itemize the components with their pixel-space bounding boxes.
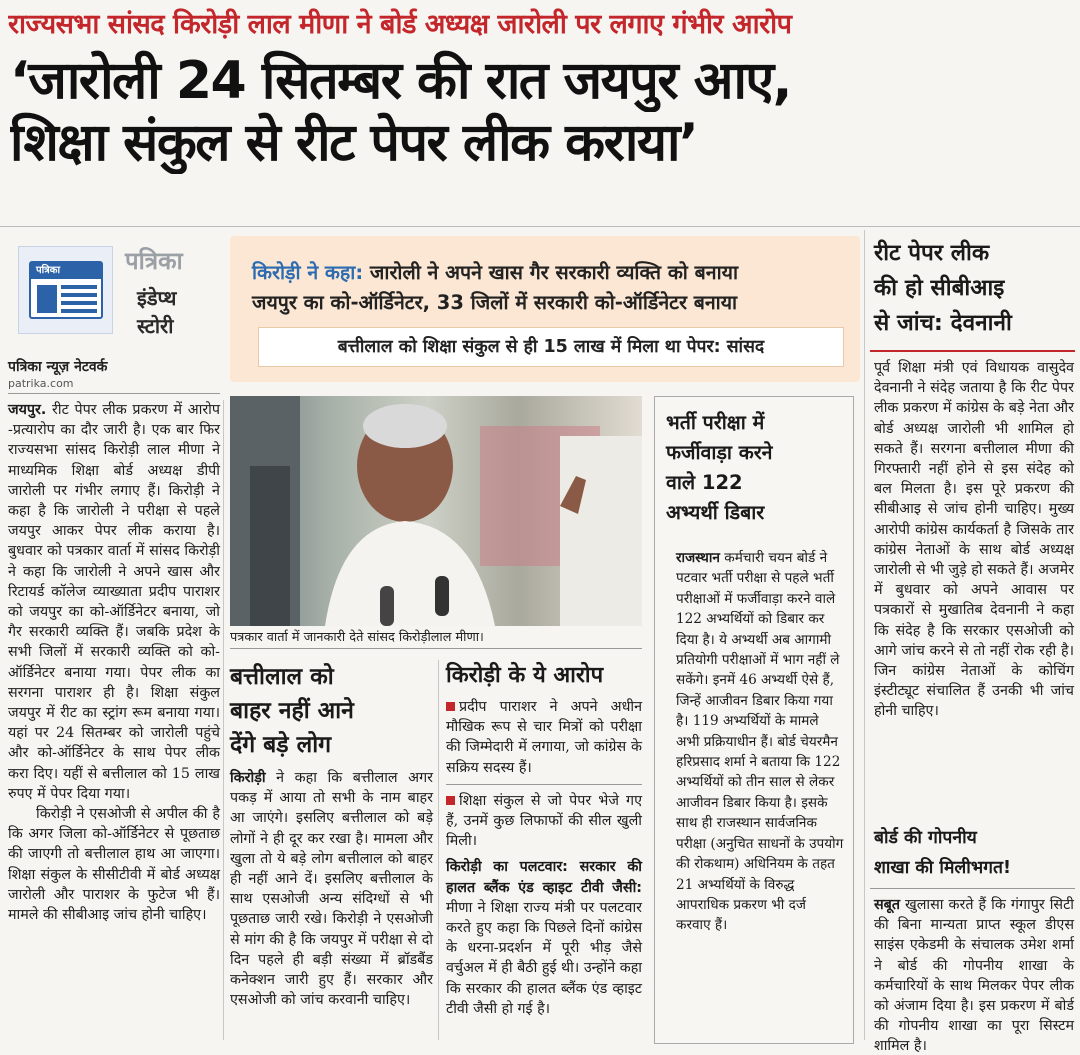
photo-caption: पत्रकार वार्ता में जानकारी देते सांसद किरोड़ीलाल मीणा।: [230, 628, 642, 649]
col5-headline-2: की हो सीबीआइ: [874, 275, 1005, 301]
column-4: [676, 548, 844, 936]
patrika-logo: [18, 246, 113, 334]
column-5b: [874, 895, 1074, 1055]
col2-headline-1: बत्तीलाल को: [230, 664, 334, 690]
summary-line-2: जयपुर का को-ऑर्डिनेटर, 33 जिलों में सरकारी को-ऑर्डिनेटर बनाया: [252, 291, 738, 314]
col5-lead-2: सबूत: [874, 897, 900, 913]
col5-headline: [874, 236, 1074, 341]
logo-text: पत्रिका: [31, 263, 101, 279]
column-3: [446, 697, 642, 1019]
brand-tag-line-2: स्टोरी: [137, 314, 174, 338]
col3-rule: [446, 784, 642, 785]
byline-site: patrika.com: [8, 377, 74, 390]
summary-line-1-text: जारोली ने अपने खास गैर सरकारी व्यक्ति को बनाया: [369, 261, 739, 284]
column-divider: [438, 660, 439, 1040]
bullet-icon: [446, 796, 455, 805]
col4-lead: राजस्थान: [676, 550, 720, 566]
column-1: [8, 400, 220, 925]
col1-para-2: किरोड़ी ने एसओजी से अपील की है कि अगर जिला को-ऑर्डिनेटर से पूछताछ की जाएगी तो बत्तीलाल हाथ आ जाएगा। शिक्षा संकुल के सीसीटीवी में बोर्ड अध्यक्ष जारोली और पाराशर के फुटेज भी हैं।मामले की सीबीआइ जांच होनी चाहिए।: [8, 806, 220, 924]
col2-headline-2: बाहर नहीं आने: [230, 698, 354, 724]
col4-headline: [666, 408, 846, 528]
col2-headline-3: देंगे बड़े लोग: [230, 732, 332, 758]
col5-sub-rule: [870, 888, 1075, 889]
col3-bullet-1: प्रदीप पाराशर ने अपने अधीन मौखिक रूप से चार मित्रों को परीक्षा की जिम्मेदारी में लगाया, जो कांग्रेस के सक्रिय सदस्य हैं।: [446, 699, 642, 776]
col3-subhead: किरोड़ी का पलटवार: सरकार की हालत ब्लैंक एंड व्हाइट टीवी जैसी:: [446, 859, 642, 896]
headline: [10, 50, 1075, 174]
byline-rule: [8, 393, 220, 394]
col3-sub-body: मीणा ने शिक्षा राज्य मंत्री पर पलटवार करते हुए कहा कि पिछले दिनों कांग्रेस के धरना-प्रदर्शन में पूरी भीड़ जैसे वर्चुअल में ही बैठी हुई थी। उन्होंने कहा कि सरकार की हालत ब्लैंक एंड व्हाइट टीवी जैसी हो गई है।: [446, 899, 642, 1017]
col5-body: पूर्व शिक्षा मंत्री एवं विधायक वासुदेव देवनानी ने संदेह जताया है कि रीट पेपर लीक प्रकरण में कांग्रेस के बड़े नेता और बोर्ड अध्यक्ष जारोली भी शामिल हो सकते हैं। सरगना बत्तीलाल मीणा की गिरफ्तारी नहीं होने से इस संदेह को बल मिलता है। इस पूरे प्रकरण की सीबीआइ से जांच होनी चाहिए। मुख्य आरोपी कांग्रेस कार्यकर्ता है जिसके तार कांग्रेस नेताओं के साथ बोर्ड अध्यक्ष जारोली से भी जुड़े हो सकते हैं। अजमेर में बुधवार को अपने आवास पर पत्रकारों से मुखातिब देवनानी ने कहा कि संदेह है कि सरकार एसओजी को आगे जांच करने से तो नहीं रोक रही है। जिन कांग्रेस नेताओं के कोचिंग इंस्टीट्यूट संचालित हैं उनकी भी जांच होनी चाहिए।: [874, 360, 1074, 720]
top-rule: [0, 226, 1080, 227]
col2-body: ने कहा कि बत्तीलाल अगर पकड़ में आया तो सभी के नाम बाहर आ जाएंगे। इसलिए बत्तीलाल को बड़े लोगों ने ही दूर कर रखा है। मामला और खुला तो ये बड़े लोग बत्तीलाल को बाहर ही नहीं आने दें। इसलिए बत्तीलाल के साथ एसओजी अन्य संदिग्धों से भी पूछताछ जारी रखे। किरोड़ी ने एसओजी से मांग की है कि जयपुर में परीक्षा से दो दिन पहले ही बड़ी संख्या में ब्रॉडबैंड कनेक्शन जारी हुए हैं। सरकार और एसओजी को जांच करवानी चाहिए।: [230, 770, 433, 1009]
col2-lead: किरोड़ी: [230, 770, 266, 786]
column-divider: [223, 400, 224, 1040]
col4-body: कर्मचारी चयन बोर्ड ने पटवार भर्ती परीक्षा से पहले भर्ती परीक्षाओं में फर्जीवाड़ा करने वाले 122 अभ्यर्थियों को डिबार कर दिया है। ये अभ्यर्थी अब आगामी प्रतियोगी परीक्षाओं में भाग नहीं ले सकेंगे। इनमें 46 अभ्यर्थी ऐसे हैं, जिन्हें आजीवन डिबार किया गया है। 119 अभ्यर्थियों के मामले अभी प्रक्रियाधीन हैं। बोर्ड चेयरमैन हरिप्रसाद शर्मा ने बताया कि 122 अभ्यर्थियों को तीन साल से लेकर आजीवन डिबार किया है। इसके साथ ही राजस्थान सार्वजनिक परीक्षा (अनुचित साधनों के उपयोग की रोकथाम) अधिनियम के तहत 21 अभ्यर्थियों के विरुद्ध आपराधिक प्रकरण भी दर्ज करवाए हैं।: [676, 550, 844, 934]
col5-subhead: [874, 823, 1074, 883]
col5-headline-3: से जांच: देवनानी: [874, 310, 1012, 336]
col4-headline-4: अभ्यर्थी डिबार: [666, 501, 765, 524]
col5-subhead-1: बोर्ड की गोपनीय: [874, 828, 977, 848]
col5-body-2: खुलासा करते हैं कि गंगापुर सिटी की बिना मान्यता प्राप्त स्कूल डीएस साइंस एकेडमी के संचालक उमेश शर्मा ने बोर्ड की गोपनीय शाखा के कर्मचारियों के साथ मिलकर पेपर लीक को अंजाम दिया है। इस प्रकरण में बोर्ड की गोपनीय शाखा का पूरा सिस्टम शामिल है।: [874, 897, 1074, 1055]
column-divider: [864, 230, 865, 1040]
newspaper-icon: [29, 261, 103, 319]
col2-headline: [230, 660, 430, 762]
summary-line-1: [252, 258, 852, 288]
brand-name: पत्रिका: [125, 247, 183, 275]
col4-headline-2: फर्जीवाड़ा करने: [666, 441, 773, 464]
summary-speaker: किरोड़ी ने कहा:: [252, 261, 364, 284]
col3-headline: किरोड़ी के ये आरोप: [446, 663, 604, 688]
summary-highlight: बत्तीलाल को शिक्षा संकुल से ही 15 लाख में मिला था पेपर: सांसद: [258, 327, 844, 367]
brand-tag-line-1: इंडेप्थ: [137, 286, 177, 310]
headline-line-2: शिक्षा संकुल से रीट पेपर लीक कराया’: [10, 113, 698, 173]
press-conference-photo: [230, 396, 642, 626]
column-5: [874, 358, 1074, 722]
bullet-icon: [446, 702, 455, 711]
col3-bullet-2: शिक्षा संकुल से जो पेपर भेजे गए हैं, उनमें कुछ लिफाफों की सील खुली मिली।: [446, 792, 642, 850]
headline-line-1: ‘जारोली 24 सितम्बर की रात जयपुर आए,: [10, 51, 791, 111]
col4-headline-1: भर्ती परीक्षा में: [666, 411, 765, 434]
column-2: [230, 768, 433, 1010]
col5-headline-1: रीट पेपर लीक: [874, 240, 990, 266]
col1-para-1: रीट पेपर लीक प्रकरण में आरोप -प्रत्यारोप का दौर जारी है। एक बार फिर राज्यसभा सांसद किरोड़ी लाल मीणा ने माध्यमिक शिक्षा बोर्ड अध्यक्ष डीपी जारोली पर गंभीर लगाए हैं। किरोड़ी ने कहा है कि जारोली ने परीक्षा से पहले जयपुर आकर पेपर लीक कराया है। बुधवार को पत्रकार वार्ता में सांसद किरोड़ी ने कहा कि जारोली ने अपने खास और रिटायर्ड कॉलेज व्याख्याता प्रदीप पाराशर को जयपुर का को-ऑर्डिनेटर बनाया, जो गैर सरकारी व्यक्ति हैं। जबकि प्रदेश के सभी जिलों में सरकारी व्यक्ति को को-ऑर्डिनेटर बनाया गया। पेपर लीक का सरगना पाराशर ही है। शिक्षा संकुल जयपुर में रीट का स्ट्रांग रूम बनाया गया। यहां पर 24 सितम्बर को जारोली पहुंचे और को-ऑर्डिनेटर के साथ पेपर लीक करा दिए। यहीं से बत्तीलाल को 15 लाख रुपए में पेपर दिया गया।: [8, 402, 221, 802]
col4-headline-3: वाले 122: [666, 471, 743, 494]
byline-network: पत्रिका न्यूज़ नेटवर्क: [8, 359, 108, 375]
col1-dateline: जयपुर.: [8, 402, 47, 418]
person-illustration: [230, 396, 642, 626]
col5-subhead-2: शाखा की मिलीभगत!: [874, 858, 1011, 878]
col5-rule: [870, 350, 1075, 352]
kicker: राज्यसभा सांसद किरोड़ी लाल मीणा ने बोर्ड अध्यक्ष जारोली पर लगाए गंभीर आरोप: [8, 9, 792, 40]
brand-tag: [137, 284, 176, 340]
